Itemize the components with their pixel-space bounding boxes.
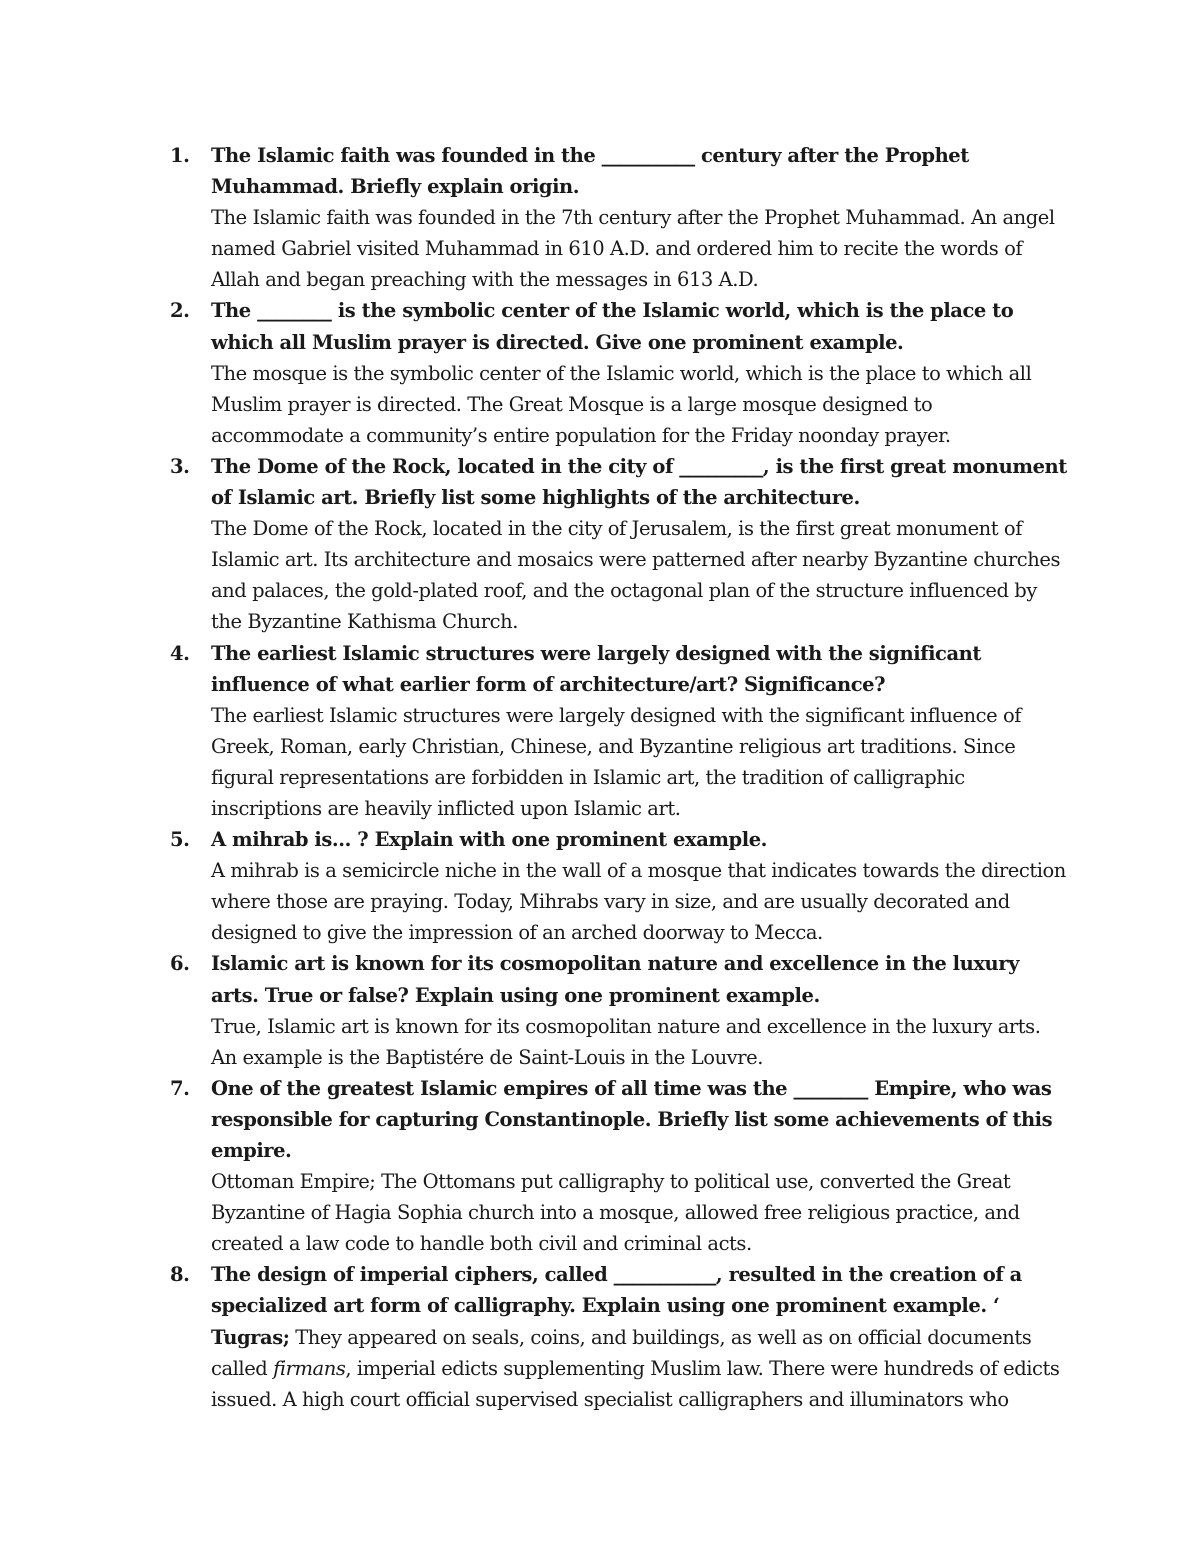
answer-text: Ottoman Empire; The Ottomans put calligraphy to political use, converted the Great Byzantine of Hagia Sophia church into a mosque, allowed free religious practice, and created a law code to handle both civil and criminal acts. (211, 1170, 1020, 1256)
question-item (170, 1073, 1070, 1260)
question-number: 3. (170, 454, 190, 478)
question-text: Islamic art is known for its cosmopolitan nature and excellence in the luxury arts. True or false? Explain using one prominent example. (211, 952, 1019, 1007)
question-item (170, 140, 1070, 295)
question-item (170, 295, 1070, 450)
question-number: 8. (170, 1263, 190, 1287)
answer-text: A mihrab is a semicircle niche in the wall of a mosque that indicates towards the direction where those are praying. Today, Mihrabs vary in size, and are usually decorated and designed to give the impression of an arched doorway to Mecca. (211, 859, 1066, 945)
question-text: A mihrab is… ? Explain with one prominent example. (211, 828, 767, 852)
question-text: The ________ is the symbolic center of the Islamic world, which is the place to which all Muslim prayer is directed. Give one prominent example. (211, 299, 1014, 354)
answer-text: True, Islamic art is known for its cosmopolitan nature and excellence in the luxury arts. An example is the Baptistére de Saint-Louis in the Louvre. (211, 1014, 1041, 1069)
question-number: 1. (170, 144, 190, 167)
question-text: The Dome of the Rock, located in the city of _________, is the first great monument of Islamic art. Briefly list some highlights of the architecture. (211, 454, 1067, 510)
answer-text: The Islamic faith was founded in the 7th century after the Prophet Muhammad. An angel named Gabriel visited Muhammad in 610 A.D. and ordered him to recite the words of Allah and began preaching with the messages in 613 A.D. (211, 206, 1055, 292)
question-item (170, 948, 1070, 1072)
question-item (170, 1259, 1070, 1414)
question-item (170, 638, 1070, 825)
question-list (170, 140, 1070, 1415)
answer-segment: , imperial edicts supplementing Muslim law. There were hundreds of edicts issued. A high court official supervised specialist calligraphers and illuminators who (211, 1356, 1060, 1411)
question-number: 4. (170, 641, 190, 665)
answer-segment: They appeared on seals, coins, and buildings, as well as on official documents called (211, 1325, 1032, 1380)
answer-text: The mosque is the symbolic center of the Islamic world, which is the place to which all Muslim prayer is directed. The Great Mosque is a large mosque designed to accommodate a community’s entire population for the Friday noonday prayer. (211, 361, 1032, 447)
question-number: 5. (170, 828, 190, 852)
question-text: One of the greatest Islamic empires of all time was the ________ Empire, who was responsible for capturing Constantinople. Briefly list some achievements of this empire. (211, 1076, 1053, 1162)
answer-term: Tugras; (211, 1325, 290, 1349)
answer-text (211, 1322, 1070, 1415)
question-item (170, 824, 1070, 948)
question-text: The design of imperial ciphers, called ___________, resulted in the creation of a specialized art form of calligraphy. Explain using one prominent example. ‘ (211, 1263, 1022, 1318)
answer-text: The Dome of the Rock, located in the city of Jerusalem, is the first great monument of Islamic art. Its architecture and mosaics were patterned after nearby Byzantine churches and palaces, the gold-plated roof, and the octagonal plan of the structure influenced by the Byzantine Kathisma Church. (211, 517, 1061, 634)
question-number: 6. (170, 952, 190, 976)
answer-italic-term: firmans (273, 1356, 346, 1380)
question-text: The Islamic faith was founded in the __________ century after the Prophet Muhammad. Briefly explain origin. (211, 144, 969, 199)
question-number: 7. (170, 1076, 190, 1100)
question-item (170, 451, 1070, 638)
answer-text: The earliest Islamic structures were largely designed with the significant influence of Greek, Roman, early Christian, Chinese, and Byzantine religious art traditions. Since figural representations are forbidden in Islamic art, the tradition of calligraphic inscriptions are heavily inflicted upon Islamic art. (211, 703, 1021, 820)
question-number: 2. (170, 299, 190, 323)
question-text: The earliest Islamic structures were largely designed with the significant influence of what earlier form of architecture/art? Significance? (211, 641, 981, 696)
